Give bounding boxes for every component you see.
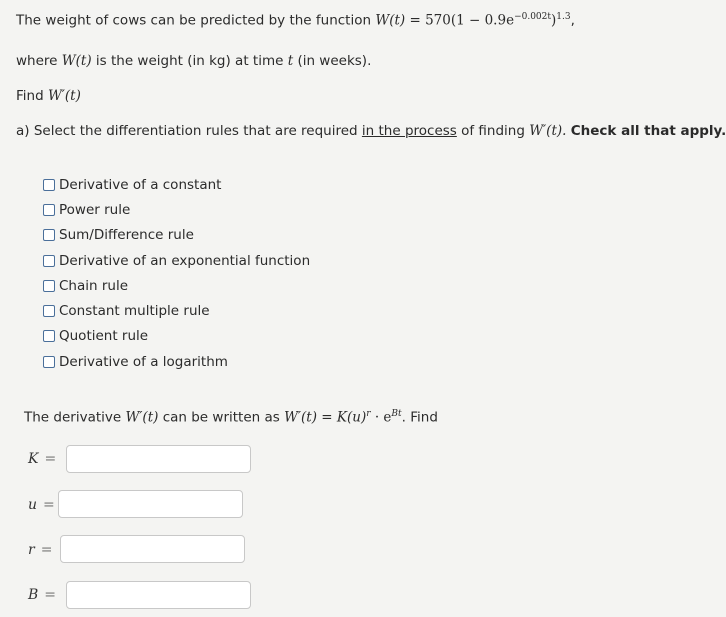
option-label: Constant multiple rule	[59, 303, 210, 320]
rules-checklist	[43, 172, 310, 374]
derivative-W: W′(t)	[125, 409, 159, 426]
B-input[interactable]	[66, 581, 251, 609]
checkbox[interactable]	[43, 229, 55, 241]
checkbox[interactable]	[43, 255, 55, 267]
r-symbol: r	[28, 542, 35, 558]
checkbox[interactable]	[43, 330, 55, 342]
option-label: Quotient rule	[59, 328, 149, 345]
find-W: W′(t)	[47, 88, 81, 104]
option-label: Derivative of a logarithm	[59, 353, 228, 370]
function-lhs: W(t) =	[375, 12, 421, 29]
checkbox[interactable]	[43, 204, 55, 216]
formula-dot: · e	[370, 409, 392, 426]
function-exponent: −0.002t	[514, 12, 551, 22]
formula-K: K(u)	[336, 409, 367, 426]
K-label	[28, 451, 56, 467]
where-tail: (in weeks).	[297, 53, 372, 69]
where-mid: is the weight (in kg) at time	[95, 53, 284, 69]
r-label	[28, 542, 52, 558]
option-label: Sum/Difference rule	[59, 227, 194, 244]
option-chain-rule[interactable]	[43, 273, 310, 298]
B-label	[28, 587, 56, 603]
function-power: 1.3	[556, 12, 571, 22]
formula-exponent: Bt	[391, 409, 402, 419]
derivative-mid: can be written as	[162, 409, 280, 426]
where-text: where	[16, 53, 58, 69]
part-a-mid: of finding	[461, 123, 525, 139]
part-a-prefix: a) Select the differentiation rules that are required	[16, 123, 358, 139]
part-a-instruction: Check all that apply.	[570, 123, 726, 139]
option-label: Derivative of an exponential function	[59, 252, 311, 269]
part-a-underlined: in the process	[361, 123, 457, 139]
option-exponential-derivative[interactable]	[43, 248, 310, 273]
u-symbol: u	[28, 497, 38, 513]
equals-sign: =	[44, 587, 57, 603]
find-text: Find	[16, 88, 44, 104]
derivative-prefix: The derivative	[24, 409, 122, 426]
formula-r: r	[366, 409, 371, 419]
option-derivative-constant[interactable]	[43, 172, 310, 197]
where-W: W(t)	[61, 53, 92, 69]
option-label: Derivative of a constant	[59, 176, 222, 193]
r-input[interactable]	[60, 535, 245, 563]
K-input[interactable]	[66, 445, 251, 473]
checkbox[interactable]	[43, 179, 55, 191]
formula-lhs: W′(t) =	[284, 409, 333, 426]
function-close: )	[551, 12, 557, 29]
derivative-statement	[24, 409, 438, 426]
equals-sign: =	[40, 542, 53, 558]
u-input[interactable]	[58, 490, 243, 518]
option-sum-difference-rule[interactable]	[43, 223, 310, 248]
option-logarithm-derivative[interactable]	[43, 349, 310, 374]
B-symbol: B	[28, 587, 39, 603]
checkbox[interactable]	[43, 356, 55, 368]
find-statement	[16, 88, 81, 104]
function-trail: ,	[570, 12, 575, 29]
function-coefficient: 570(1 − 0.9e	[425, 12, 515, 29]
option-quotient-rule[interactable]	[43, 324, 310, 349]
where-t: t	[287, 53, 294, 69]
option-label: Chain rule	[59, 277, 129, 294]
checkbox[interactable]	[43, 280, 55, 292]
where-statement	[16, 53, 371, 69]
equals-sign: =	[44, 451, 57, 467]
checkbox[interactable]	[43, 305, 55, 317]
function-statement	[16, 12, 575, 29]
option-label: Power rule	[59, 201, 131, 218]
K-symbol: K	[28, 451, 39, 467]
part-a-question	[16, 123, 726, 139]
option-constant-multiple-rule[interactable]	[43, 298, 310, 323]
u-label	[28, 497, 55, 513]
option-power-rule[interactable]	[43, 197, 310, 222]
derivative-suffix: . Find	[401, 409, 438, 426]
intro-text: The weight of cows can be predicted by the function	[16, 12, 372, 29]
equals-sign: =	[43, 497, 55, 513]
part-a-W: W′(t).	[529, 123, 567, 139]
